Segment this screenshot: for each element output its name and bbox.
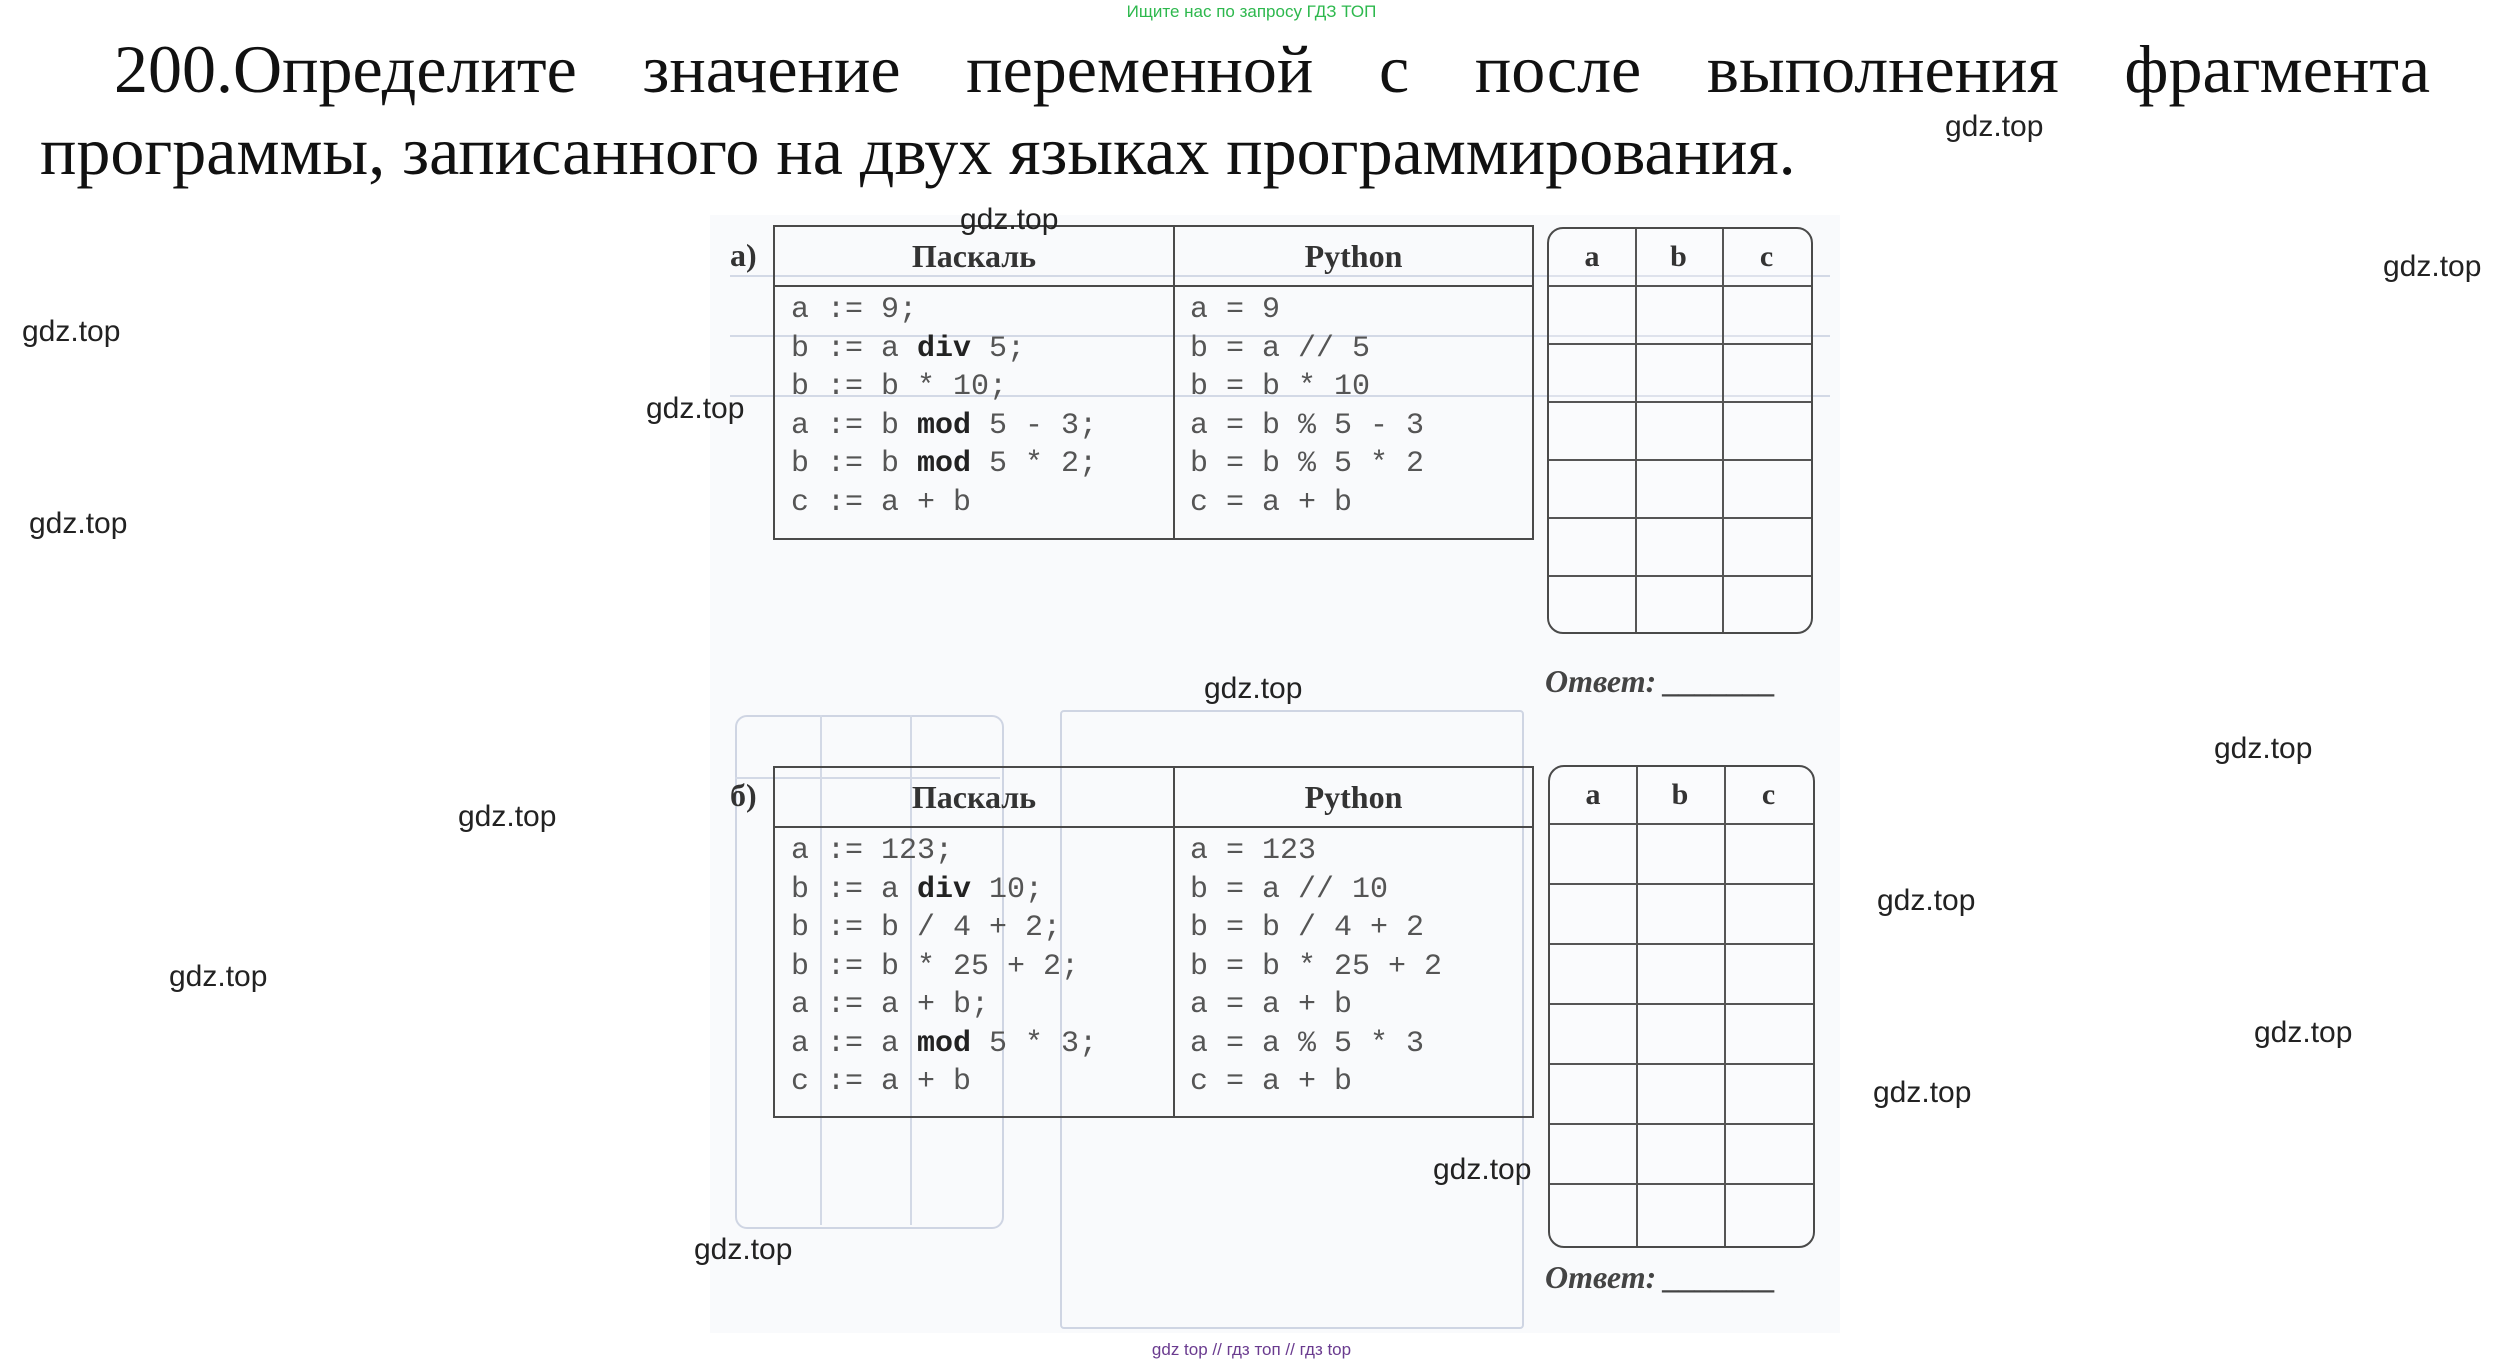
code-line: b := b mod 5 * 2; xyxy=(791,447,1098,481)
trace-col-line xyxy=(1636,767,1638,1246)
trace-row-line xyxy=(1550,883,1813,885)
pascal-header: Паскаль xyxy=(911,779,1037,815)
code-line: c = a + b xyxy=(1190,1065,1353,1099)
watermark: gdz.top xyxy=(169,960,268,993)
watermark: gdz.top xyxy=(1945,110,2044,143)
code-line: b := b / 4 + 2; xyxy=(791,911,1062,945)
trace-table-a xyxy=(1547,227,1813,634)
code-table-b xyxy=(773,766,1534,1118)
scanned-page xyxy=(710,215,1840,1333)
trace-row-line xyxy=(1550,943,1813,945)
pascal-code xyxy=(791,291,1097,522)
code-line: a = 123 xyxy=(1190,834,1317,868)
trace-row-line xyxy=(1550,823,1813,825)
code-line: b = b / 4 + 2 xyxy=(1190,911,1425,945)
watermark: gdz.top xyxy=(646,392,745,425)
code-line: b := a div 10; xyxy=(791,872,1044,907)
trace-row-line xyxy=(1549,459,1811,461)
code-line: a := a mod 5 * 3; xyxy=(791,1026,1098,1061)
python-code xyxy=(1190,291,1424,522)
watermark: gdz.top xyxy=(1433,1153,1532,1186)
trace-row-line xyxy=(1550,1183,1813,1185)
trace-row-line xyxy=(1549,517,1811,519)
trace-row-line xyxy=(1549,343,1811,345)
trace-row-line xyxy=(1549,575,1811,577)
code-table-a xyxy=(773,225,1534,540)
watermark: gdz.top xyxy=(960,203,1059,236)
watermark: gdz.top xyxy=(2383,250,2482,283)
code-line: b := b * 25 + 2; xyxy=(791,949,1080,984)
code-line: a := a + b; xyxy=(791,988,990,1022)
search-hint: Ищите нас по запросу ГДЗ ТОП xyxy=(1126,2,1377,21)
trace-col-line xyxy=(1635,229,1637,632)
watermark: gdz.top xyxy=(2254,1016,2353,1049)
code-line: a = a % 5 * 3 xyxy=(1190,1026,1425,1061)
watermark: gdz.top xyxy=(29,507,128,540)
watermark: gdz.top xyxy=(1204,672,1303,705)
code-line: b = b % 5 * 2 xyxy=(1190,447,1425,481)
trace-header-c: c xyxy=(1761,778,1776,811)
code-line: b = a // 10 xyxy=(1190,872,1389,907)
watermark: gdz.top xyxy=(1877,884,1976,917)
trace-header-b: b xyxy=(1670,240,1687,273)
trace-header-b: b xyxy=(1671,778,1689,811)
trace-header-c: c xyxy=(1759,240,1774,273)
code-line: a = 9 xyxy=(1190,293,1281,327)
trace-header-a: a xyxy=(1585,778,1601,811)
trace-header-a: a xyxy=(1584,240,1600,273)
watermark: gdz.top xyxy=(458,800,557,833)
code-line: a := 123; xyxy=(791,834,954,868)
trace-row-line xyxy=(1549,285,1811,287)
trace-col-line xyxy=(1724,767,1726,1246)
python-header: Python xyxy=(1304,779,1403,815)
task-statement xyxy=(40,28,2430,192)
trace-row-line xyxy=(1549,401,1811,403)
code-line: c := a + b xyxy=(791,1065,972,1099)
code-line: a = b % 5 - 3 xyxy=(1190,408,1425,443)
code-line: b := b * 10; xyxy=(791,370,1008,404)
pascal-header: Паскаль xyxy=(911,238,1037,274)
code-line: a := 9; xyxy=(791,293,918,327)
task-number: 200. xyxy=(114,31,233,107)
watermark: gdz.top xyxy=(22,315,121,348)
trace-row-line xyxy=(1550,1123,1813,1125)
task-text: Определите значение переменной c после выполнения фрагмента программы, записанного на двух языках программирования. xyxy=(40,31,2430,189)
footer-links: gdz top // гдз топ // гдз top xyxy=(1151,1340,1352,1359)
part-b-label: б) xyxy=(730,777,757,813)
code-line: b := a div 5; xyxy=(791,331,1026,366)
code-line: b = a // 5 xyxy=(1190,331,1371,366)
trace-row-line xyxy=(1550,1003,1813,1005)
answer-line-a: Ответ: _______ xyxy=(1545,663,1777,699)
code-line: b = b * 10 xyxy=(1190,370,1371,404)
answer-line-b: Ответ: _______ xyxy=(1545,1259,1777,1295)
code-line: a := b mod 5 - 3; xyxy=(791,408,1098,443)
trace-col-line xyxy=(1722,229,1724,632)
code-line: c = a + b xyxy=(1190,485,1353,520)
watermark: gdz.top xyxy=(2214,732,2313,765)
python-header: Python xyxy=(1304,238,1403,274)
python-code xyxy=(1190,832,1442,1102)
part-a-label: а) xyxy=(730,237,757,273)
trace-table-b xyxy=(1548,765,1815,1248)
watermark: gdz.top xyxy=(1873,1076,1972,1109)
code-line: c := a + b xyxy=(791,485,972,520)
pascal-code xyxy=(791,832,1097,1102)
trace-row-line xyxy=(1550,1063,1813,1065)
code-line: b = b * 25 + 2 xyxy=(1190,949,1443,984)
watermark: gdz.top xyxy=(694,1233,793,1266)
code-line: a = a + b xyxy=(1190,988,1353,1022)
